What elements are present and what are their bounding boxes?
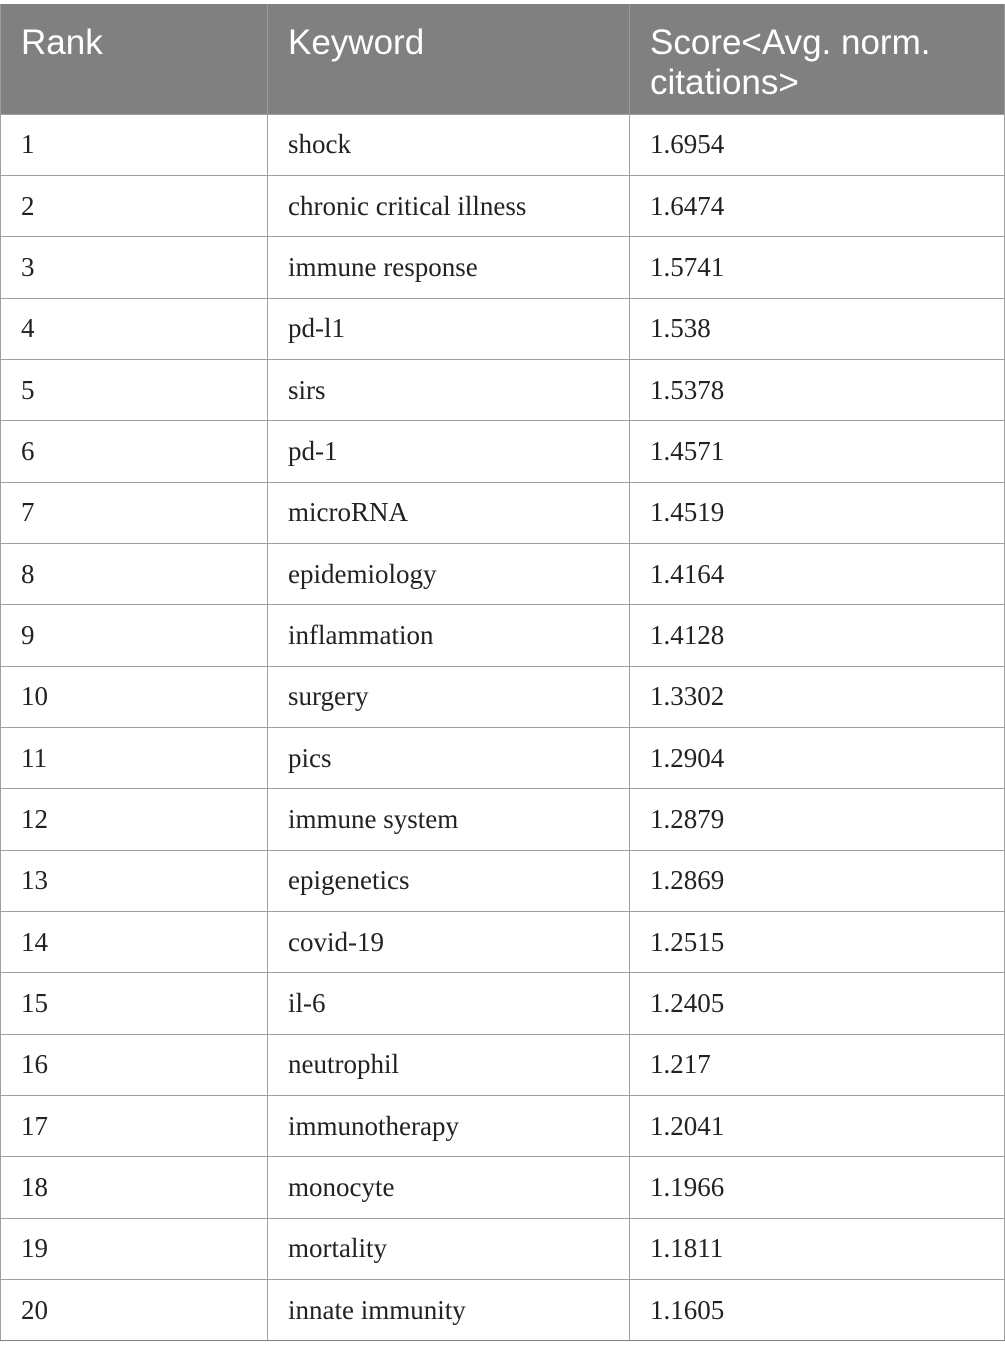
table-row — [1, 789, 1005, 850]
table-row — [1, 298, 1005, 359]
score-cell: 1.4519 — [630, 482, 1005, 543]
table-row — [1, 605, 1005, 666]
rank-cell: 16 — [1, 1034, 268, 1095]
keyword-cell: neutrophil — [268, 1034, 630, 1095]
keyword-cell: mortality — [268, 1218, 630, 1279]
table-header — [1, 4, 1005, 114]
score-cell: 1.217 — [630, 1034, 1005, 1095]
keyword-cell: epigenetics — [268, 850, 630, 911]
keyword-ranking-table — [0, 4, 1005, 1341]
keyword-cell: sirs — [268, 359, 630, 420]
table-row — [1, 727, 1005, 788]
keyword-cell: innate immunity — [268, 1280, 630, 1341]
rank-cell: 11 — [1, 727, 268, 788]
rank-cell: 4 — [1, 298, 268, 359]
keyword-cell: pd-1 — [268, 421, 630, 482]
table-row — [1, 973, 1005, 1034]
score-cell: 1.1811 — [630, 1218, 1005, 1279]
table-body — [1, 114, 1005, 1341]
rank-cell: 9 — [1, 605, 268, 666]
table-row — [1, 359, 1005, 420]
score-cell: 1.538 — [630, 298, 1005, 359]
rank-cell: 2 — [1, 175, 268, 236]
rank-cell: 3 — [1, 237, 268, 298]
keyword-cell: surgery — [268, 666, 630, 727]
table-row — [1, 1157, 1005, 1218]
rank-cell: 17 — [1, 1096, 268, 1157]
header-score: Score<Avg. norm. citations> — [630, 4, 1005, 114]
keyword-cell: immune response — [268, 237, 630, 298]
keyword-cell: chronic critical illness — [268, 175, 630, 236]
score-cell: 1.4164 — [630, 543, 1005, 604]
table-row — [1, 1096, 1005, 1157]
keyword-cell: immunotherapy — [268, 1096, 630, 1157]
rank-cell: 5 — [1, 359, 268, 420]
score-cell: 1.5741 — [630, 237, 1005, 298]
score-cell: 1.1605 — [630, 1280, 1005, 1341]
keyword-cell: microRNA — [268, 482, 630, 543]
header-keyword: Keyword — [268, 4, 630, 114]
score-cell: 1.4571 — [630, 421, 1005, 482]
keyword-cell: shock — [268, 114, 630, 175]
rank-cell: 8 — [1, 543, 268, 604]
keyword-cell: pics — [268, 727, 630, 788]
table-row — [1, 1218, 1005, 1279]
table-row — [1, 1280, 1005, 1341]
rank-cell: 18 — [1, 1157, 268, 1218]
header-rank: Rank — [1, 4, 268, 114]
score-cell: 1.5378 — [630, 359, 1005, 420]
table-row — [1, 911, 1005, 972]
rank-cell: 14 — [1, 911, 268, 972]
score-cell: 1.2869 — [630, 850, 1005, 911]
table-row — [1, 850, 1005, 911]
rank-cell: 7 — [1, 482, 268, 543]
score-cell: 1.2879 — [630, 789, 1005, 850]
score-cell: 1.3302 — [630, 666, 1005, 727]
score-cell: 1.6474 — [630, 175, 1005, 236]
table-row — [1, 237, 1005, 298]
score-cell: 1.6954 — [630, 114, 1005, 175]
keyword-cell: pd-l1 — [268, 298, 630, 359]
score-cell: 1.2904 — [630, 727, 1005, 788]
keyword-cell: epidemiology — [268, 543, 630, 604]
table-row — [1, 666, 1005, 727]
rank-cell: 20 — [1, 1280, 268, 1341]
keyword-cell: monocyte — [268, 1157, 630, 1218]
keyword-cell: covid-19 — [268, 911, 630, 972]
score-cell: 1.2515 — [630, 911, 1005, 972]
score-cell: 1.2041 — [630, 1096, 1005, 1157]
score-cell: 1.4128 — [630, 605, 1005, 666]
table-row — [1, 1034, 1005, 1095]
rank-cell: 15 — [1, 973, 268, 1034]
score-cell: 1.1966 — [630, 1157, 1005, 1218]
keyword-cell: il-6 — [268, 973, 630, 1034]
score-cell: 1.2405 — [630, 973, 1005, 1034]
header-row — [1, 4, 1005, 114]
table-row — [1, 114, 1005, 175]
rank-cell: 6 — [1, 421, 268, 482]
rank-cell: 10 — [1, 666, 268, 727]
rank-cell: 12 — [1, 789, 268, 850]
rank-cell: 13 — [1, 850, 268, 911]
table-row — [1, 421, 1005, 482]
rank-cell: 19 — [1, 1218, 268, 1279]
keyword-cell: inflammation — [268, 605, 630, 666]
rank-cell: 1 — [1, 114, 268, 175]
table-row — [1, 482, 1005, 543]
table-row — [1, 543, 1005, 604]
table-row — [1, 175, 1005, 236]
keyword-cell: immune system — [268, 789, 630, 850]
